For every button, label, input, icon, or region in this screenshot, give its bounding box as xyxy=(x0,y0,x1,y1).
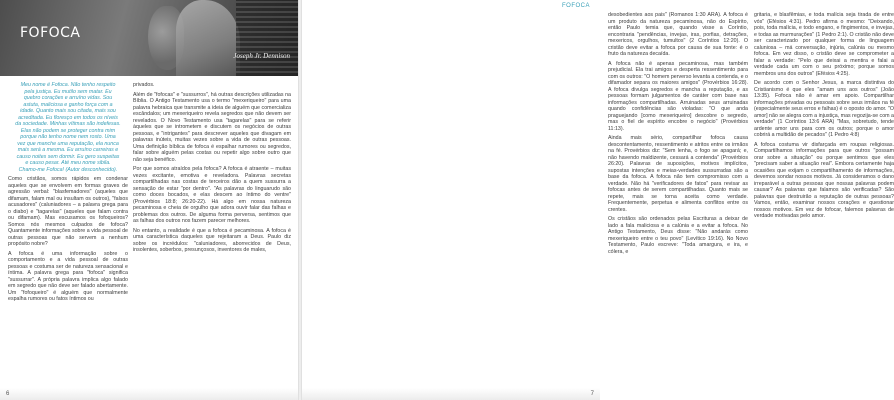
intro-quote-line: acreditada. Eu floresço em todos os níveis xyxy=(18,114,118,121)
page-footer xyxy=(302,388,600,400)
intro-quote-line: Chamo-me Fofoca! (Autor desconhecido). xyxy=(18,166,118,173)
page-number-left: 6 xyxy=(6,391,10,397)
paragraph: No entanto, a realidade é que a fofoca é pecaminosa. A fofoca é uma característica daqueles que rejeitaram a Deus. Paulo diz sobre os incrédulos: "caluniadores, aborrecidos de Deus, insolentes, soberbos, presunçosos, inventores de males, xyxy=(133,227,291,253)
page-footer xyxy=(0,388,298,400)
right-column-1 xyxy=(608,12,748,258)
header-image xyxy=(0,0,298,76)
intro-quote-line: Elas não podem se proteger contra mim xyxy=(20,127,116,134)
intro-quote-line: quebro corações e arruíno vidas. Sou xyxy=(23,95,113,101)
intro-quote-line: pela justiça. Eu mutilo sem matar. Eu xyxy=(24,88,112,95)
intro-quote-line: e causo pesar. Até meu nome sibila. xyxy=(25,160,111,166)
paragraph: Como cristãos, somos rápidos em condenar aqueles que se envolvem em formas graves de agressão verbal: "blasfemadores" (aqueles que difamam, falam mal ou insultam os outros), "falsos acusadores" (caluniadores – a palavra grega para o diabo) e "tagarelas" (aqueles que falam contra ou difamam). Mas escusamos os fofoqueiros? Somos nós mesmos culpados de fofoca? Quantamente informações sobre a vida pessoal de outras pessoas que não servem a nenhum propósito nobre? xyxy=(8,176,128,247)
intro-quote-line: Meu nome é Fofoca. Não tenho respeito xyxy=(20,82,116,88)
intro-quote-line: causo noites sem dormir. Eu gero suspeitas xyxy=(16,153,120,160)
paragraph: Além de "fofocas" e "sussurros", há outras descrições utilizadas na Bíblia. O Antigo Testamento usa o termo "mexeriqueiro" para uma palavra hebraica que transmite a ideia de alguém que comercializa escândalos; um mexeriqueiro revela segredos que não devem ser revelados. O Novo Testamento usa "tagarelas" para se referir àqueles que se intrometem e discutem os negócios de outras pessoas, e "intrigantes" para descrever aqueles que divagam em palavras inúteis, muitas vezes sobre a vida de outras pessoas. Uma definição bíblica de fofoca é espalhar rumores ou segredos, falar sobre alguém pelas costas ou repetir algo sobre outro que não seja benéfico. xyxy=(133,91,291,163)
intro-quote-line: porque não tenho nome nem rosto. Uma xyxy=(20,134,116,140)
right-page xyxy=(302,0,894,400)
text-texture-illustration xyxy=(236,0,298,76)
paragraph: A fofoca costuma vir disfarçada em roupas religiosas. Compartilhamos informações para que outros "possam orar sobre a situação" ou porque sentimos que eles "precisam saber a situação real". Embora certamente haja ocasiões que exijam o compartilhamento de informações, devemos sondar nossos motivos. Já consideramos o dano irreparável a outras pessoas que nossas palavras podem causar? As palavras que falamos são verificadas? São palavras que destruirão a reputação de outras pessoas? Vamos, então, examinar nossos corações e questionar nossos motivos. Em vez de fofocar, falemos palavras de verdade motivadas pelo amor. xyxy=(754,141,894,219)
hand-illustration xyxy=(176,0,240,76)
paragraph: Ainda mais sério, compartilhar fofoca causa descontentamento, ressentimento e atritos entre os irmãos na fé. Provérbios diz: "Sem lenha, o fogo se apagará; e, não havendo maldizente, cessará a contenda" (Provérbios 26:20). Palavras de suposições, motivos implícitos, supostas intenções e meias-verdades sussurradas são a base da fofoca. A fofoca não tem compromisso com a verdade. Não há "verificadores de fatos" para revisar as fofocas antes de serem compartilhadas. Quanto mais se repete, mais se torna aceita como verdade. Frequentemente, perpetua e alimenta conflitos entre os crentes. xyxy=(608,135,748,213)
intro-quote-line: mais será a mesma. Eu arruíno carreiras e xyxy=(17,147,119,153)
left-page xyxy=(0,0,298,400)
intro-quote-line: vez que manche uma reputação, ela nunca xyxy=(17,140,119,147)
paragraph: A fofoca é uma informação sobre o comportamento e a vida pessoal de outras pessoas e costuma ser de natureza sensacional e íntima. A palavra grega para "fofoca" significa "sussurrar". A própria palavra implica algo falado em segredo que não deve ser falado abertamente. Um "fofoqueiro" é alguém que normalmente espalha rumores ou fatos íntimos ou xyxy=(8,250,128,302)
intro-quote-line: astuta, maliciosa e ganho força com a xyxy=(23,101,113,108)
left-column-1 xyxy=(8,82,128,306)
paragraph: privados. xyxy=(133,82,155,88)
paragraph: De acordo com o Senhor Jesus, a marca distintiva do Cristianismo é que eles "amam uns aos outros" (João 13:35). Fofoca não é amar em apoio. Compartilhar informações privadas ou pessoais sobre seus irmãos na fé (especialmente seus erros e falhas) é o oposto do amor. "O amor] não se alegra com a injustiça, mas regozija-se com a verdade" (1 Coríntios 13:6 ARA) "Mas, sobretudo, tende ardente amor uns para com os outros; porque o amor cobrirá a multidão de pecados" (1 Pedro 4:8) xyxy=(754,80,894,138)
article-title: FOFOCA xyxy=(20,25,81,41)
running-head: FOFOCA xyxy=(562,3,590,9)
right-column-2 xyxy=(754,12,894,223)
left-column-2 xyxy=(133,82,291,257)
intro-quote xyxy=(8,82,128,173)
article-author: Joseph Jr. Dennison xyxy=(233,52,290,60)
paragraph: Os cristãos são ordenados pelas Escrituras a deixar de lado a fala maliciosa e a calúnia e a evitar a fofoca. No Antigo Testamento, Deus disse: "Não andarás como mexeriqueiro entre o teu povo" (Levítico 19:16). No Novo Testamento, Paulo escreve: "Toda amargura, e ira, e cólera, e xyxy=(608,216,748,255)
paragraph: gritaria, e blasfêmias, e toda malícia seja tirada de entre vós" (Efésios 4:31). Pedro afirma o mesmo: "Deixando, pois, toda malícia, e todo engano, e fingimentos, e invejas, e todas as murmurações" (1 Pedro 2:1). O cristão não deve ser caracterizado por qualquer forma de linguagem caluniosa – má conversação, injúria, calúnia ou mesmo fofoca. Em vez disso, o cristão deve se comprometer a falar a verdade: "Pelo que deixai a mentira e falai a verdade cada um com o seu próximo; porque somos membros uns dos outros" (Efésios 4:25). xyxy=(754,12,894,77)
intro-quote-line: da sociedade. Minhas vítimas são indefesas. xyxy=(15,121,121,127)
paragraph: Por que somos atraídos pela fofoca? A fofoca é atraente – muitas vezes excitante, emotiva e reveladora. Palavras secretas compartilhadas nas costas de terceiros dão a quem sussurra a sensação de estar "por dentro". "As palavras do linguarudo são como doces bocados, e elas descem ao íntimo do ventre" (Provérbios 18:8; 26:20-22). Há algo em nossa natureza pecaminosa e cheia de orgulho que adora ouvir falar das falhas e problemas dos outros. De alguma forma perversa, sentimos que as falhas dos outros nos fazem parecer melhores. xyxy=(133,166,291,224)
page-number-right: 7 xyxy=(590,391,594,397)
intro-quote-line: idade. Quanto mais sou citada, mais sou xyxy=(20,108,116,114)
paragraph: A fofoca não é apenas pecaminosa, mas também prejudicial. Ela trai amigos e desperta ressentimento para com os outros: "O homem perverso levanta a contenda, e o difamador separa os maiores amigos" (Provérbios 16:28). A fofoca divulga segredos e mancha a reputação, e as pessoas formam julgamentos de caráter com base nas informações compartilhadas. Arruinadas seus arruinadas quando confidências são violadas: "O que anda praguejando [como mexeriqueiro] descobre o segredo, mas o fiel de espírito encobre o negócio" (Provérbios 11:13). xyxy=(608,60,748,132)
paragraph: desobedientes aos pais" (Romanos 1:30 ARA). A fofoca é um produto da natureza pecaminosa, não do Espírito, então Paulo temia que, quando visse a Coríntio, encontraria "pendências, invejas, iras, porfias, detrações, mexericos, orgulhos, tumultos" (2 Coríntios 12:20). O cristão deve evitar a fofoca por causa de sua fonte: é o fruto da natureza decaída. xyxy=(608,12,748,57)
